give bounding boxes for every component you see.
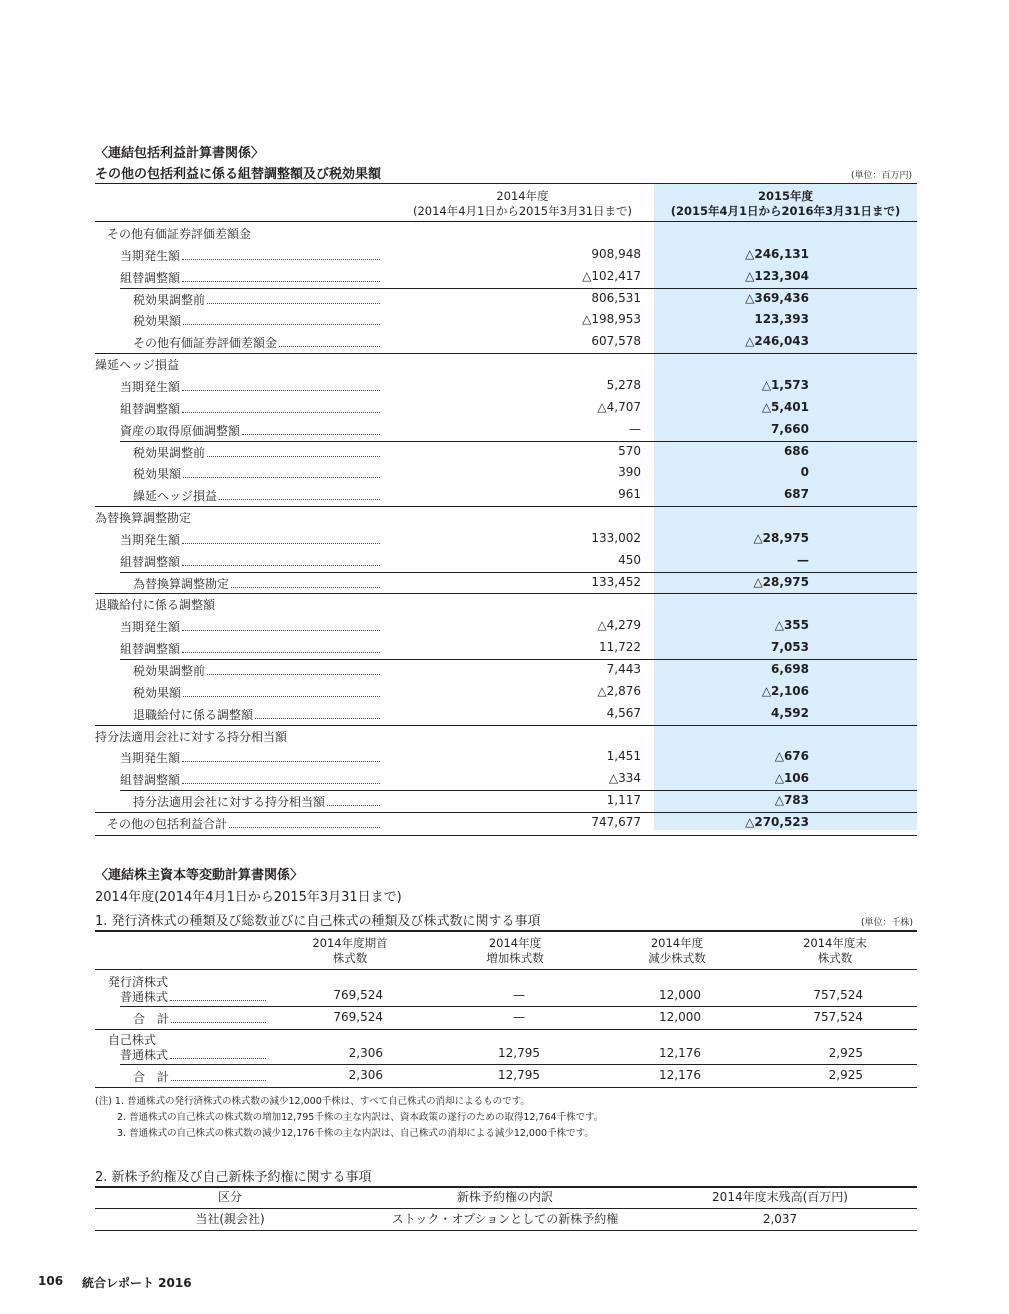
table-row [95, 550, 917, 572]
row-rule [120, 1064, 917, 1065]
issued-label: 発行済株式 [108, 975, 169, 989]
table-row [95, 812, 917, 834]
row-label: 持分法適用会社に対する持分相当額 [133, 793, 380, 810]
row-label: その他有価証券評価差額金 [107, 227, 252, 241]
page-number: 106 [38, 1274, 64, 1288]
t2-header-1: 区分 [217, 1190, 242, 1204]
value-2015: △28,975 [753, 530, 809, 545]
value-2015: △5,401 [761, 399, 809, 414]
value-2014: △198,953 [582, 312, 641, 327]
value-2015: △2,106 [761, 683, 809, 698]
row-label: その他の包括利益合計 [107, 815, 380, 832]
row-label: 組替調整額 [120, 400, 380, 417]
table-row [95, 309, 917, 331]
t1-header-3: 2014年度 減少株式数 [648, 936, 706, 965]
table-row: 普通株式 769,524 — 12,000 757,524 [120, 988, 863, 1004]
value-2014: 450 [618, 552, 641, 567]
table-row [95, 528, 917, 550]
value-2014: 133,452 [591, 574, 641, 589]
table-row [95, 331, 917, 353]
value-2015: 4,592 [771, 705, 809, 720]
value-2014: 806,531 [591, 290, 641, 305]
table-row [95, 462, 917, 484]
t1-header-2: 2014年度 増加株式数 [486, 936, 544, 965]
value-2014: 747,677 [591, 814, 641, 829]
table-row [95, 244, 917, 266]
value-2015: 123,393 [754, 312, 809, 327]
table-row: 普通株式 2,306 12,795 12,176 2,925 [120, 1046, 863, 1062]
table-row [95, 659, 917, 681]
value-2015: △676 [774, 749, 809, 764]
t1-top-rule [95, 930, 917, 932]
row-label: 税効果調整前 [133, 291, 380, 308]
unit-label: (単位：百万円) [851, 171, 913, 181]
table-row [95, 725, 917, 747]
t1-header-1: 2014年度期首 株式数 [312, 936, 388, 965]
value-2015: △246,043 [745, 334, 809, 349]
table-row [95, 681, 917, 703]
t2-bottom-rule [95, 1230, 917, 1231]
row-label: 税効果調整前 [133, 444, 380, 461]
value-2014: 4,567 [606, 705, 641, 720]
col1-header: 2014年度 (2014年4月1日から2015年3月31日まで) [412, 189, 633, 218]
value-2014: 607,578 [591, 334, 641, 349]
section2-period: 2014年度(2014年4月1日から2015年3月31日まで) [95, 890, 402, 905]
t2-header-2: 新株予約権の内訳 [456, 1190, 553, 1204]
value-2015: — [797, 552, 809, 567]
value-2015: △1,573 [761, 377, 809, 392]
value-2015: △783 [774, 793, 809, 808]
table-row [95, 441, 917, 463]
value-2015: 7,660 [771, 421, 809, 436]
section2-subtitle1: 1. 発行済株式の種類及び総数並びに自己株式の種類及び株式数に関する事項 [95, 914, 541, 929]
table-row [95, 703, 917, 725]
value-2015: △246,131 [745, 246, 809, 261]
table-row [95, 397, 917, 419]
table-row [95, 353, 917, 375]
section1-subtitle: その他の包括利益に係る組替調整額及び税効果額 [95, 167, 382, 182]
value-2014: 961 [618, 487, 641, 502]
row-label: 当期発生額 [120, 247, 380, 264]
value-2014: 570 [618, 443, 641, 458]
value-2014: — [629, 421, 641, 436]
table-row [95, 222, 917, 244]
row-label: 当期発生額 [120, 749, 380, 766]
value-2015: 0 [800, 465, 809, 480]
section2-title: 〈連結株主資本等変動計算書関係〉 [95, 868, 304, 883]
value-2014: 133,002 [591, 530, 641, 545]
row-label: 税効果額 [133, 684, 380, 701]
row-label: 税効果調整前 [133, 662, 380, 679]
row-rule [95, 1029, 917, 1030]
value-2015: △123,304 [745, 268, 809, 283]
value-2015: 6,698 [771, 662, 809, 676]
table-top-rule [95, 183, 917, 184]
value-2014: 11,722 [599, 640, 641, 655]
note-2: 2. 普通株式の自己株式の株式数の増加12,795千株の主な内訳は、資本政策の遂行のための取得12,764千株です。 [117, 1112, 604, 1123]
row-label: 持分法適用会社に対する持分相当額 [95, 729, 288, 744]
table-row: 合 計 769,524 — 12,000 757,524 [133, 1010, 863, 1026]
note-3: 3. 普通株式の自己株式の株式数の減少12,176千株の主な内訳は、自己株式の消却による減少12,000千株です。 [117, 1128, 594, 1139]
t2-cell-1: 当社(親会社) [195, 1212, 265, 1226]
table-row [95, 593, 917, 615]
table-row [95, 484, 917, 506]
t2-cell-2: ストック・オプションとしての新株予約権 [391, 1212, 619, 1226]
t2-header-rule [95, 1208, 917, 1209]
table-row [95, 746, 917, 768]
t2-cell-3: 2,037 [762, 1212, 798, 1226]
value-2014: △334 [608, 771, 641, 786]
row-label: 組替調整額 [120, 269, 380, 286]
table-bottom-rule [95, 835, 917, 836]
treasury-label: 自己株式 [108, 1033, 157, 1047]
table-row [95, 615, 917, 637]
note-1: (注) 1. 普通株式の発行済株式の株式数の減少12,000千株は、すべて自己株式の消却によるものです。 [95, 1096, 530, 1107]
row-label: 為替換算調整勘定 [133, 575, 380, 592]
row-label: 組替調整額 [120, 640, 380, 657]
table-row [95, 419, 917, 441]
row-label: 退職給付に係る調整額 [95, 598, 216, 613]
t1-header-4: 2014年度末 株式数 [803, 936, 867, 965]
value-2015: 7,053 [771, 640, 809, 655]
row-label: 組替調整額 [120, 553, 380, 570]
unit-label-2: (単位：千株) [861, 918, 914, 928]
value-2014: 7,443 [606, 662, 641, 676]
row-rule [120, 1006, 917, 1007]
value-2015: △270,523 [745, 814, 809, 829]
t2-top-rule [95, 1186, 917, 1188]
row-label: 組替調整額 [120, 771, 380, 788]
value-2014: 5,278 [606, 377, 641, 392]
value-2014: 1,117 [606, 793, 641, 808]
row-label: 税効果額 [133, 312, 380, 329]
value-2015: 687 [783, 487, 809, 502]
section1-title: 〈連結包括利益計算書関係〉 [95, 146, 265, 161]
table-row [95, 637, 917, 659]
row-label: 当期発生額 [120, 618, 380, 635]
value-2015: 686 [783, 443, 809, 458]
t2-header-3: 2014年度末残高(百万円) [712, 1190, 848, 1204]
row-label: 当期発生額 [120, 531, 380, 548]
table-row [95, 506, 917, 528]
value-2014: △2,876 [597, 683, 641, 698]
table-row: 合 計 2,306 12,795 12,176 2,925 [133, 1068, 863, 1084]
table-row [95, 790, 917, 812]
table-row [95, 375, 917, 397]
section2-subtitle2: 2. 新株予約権及び自己新株予約権に関する事項 [95, 1170, 372, 1185]
table-row [95, 266, 917, 288]
row-label: 資産の取得原価調整額 [120, 422, 380, 439]
value-2014: △4,279 [597, 618, 641, 633]
row-label: 当期発生額 [120, 378, 380, 395]
t1-bottom-rule [95, 1087, 917, 1088]
value-2014: 390 [618, 465, 641, 480]
table-row [95, 768, 917, 790]
table-row [95, 288, 917, 310]
row-label: 為替換算調整勘定 [95, 511, 192, 526]
col2-header: 2015年度 (2015年4月1日から2016年3月31日まで) [670, 189, 901, 218]
value-2015: △369,436 [745, 290, 809, 305]
row-label: 税効果額 [133, 465, 380, 482]
t1-header-rule [95, 969, 917, 970]
value-2014: △4,707 [597, 399, 641, 414]
value-2015: △106 [774, 771, 809, 786]
value-2014: 1,451 [606, 749, 641, 764]
value-2014: 908,948 [591, 246, 641, 261]
row-label: 退職給付に係る調整額 [133, 706, 380, 723]
table-row [95, 572, 917, 594]
value-2014: △102,417 [582, 268, 641, 283]
row-label: 繰延ヘッジ損益 [133, 487, 380, 504]
row-label: 繰延ヘッジ損益 [95, 358, 180, 373]
value-2015: △355 [774, 618, 809, 633]
row-label: その他有価証券評価差額金 [133, 334, 380, 351]
value-2015: △28,975 [753, 574, 809, 589]
footer-title: 統合レポート 2016 [82, 1276, 192, 1290]
